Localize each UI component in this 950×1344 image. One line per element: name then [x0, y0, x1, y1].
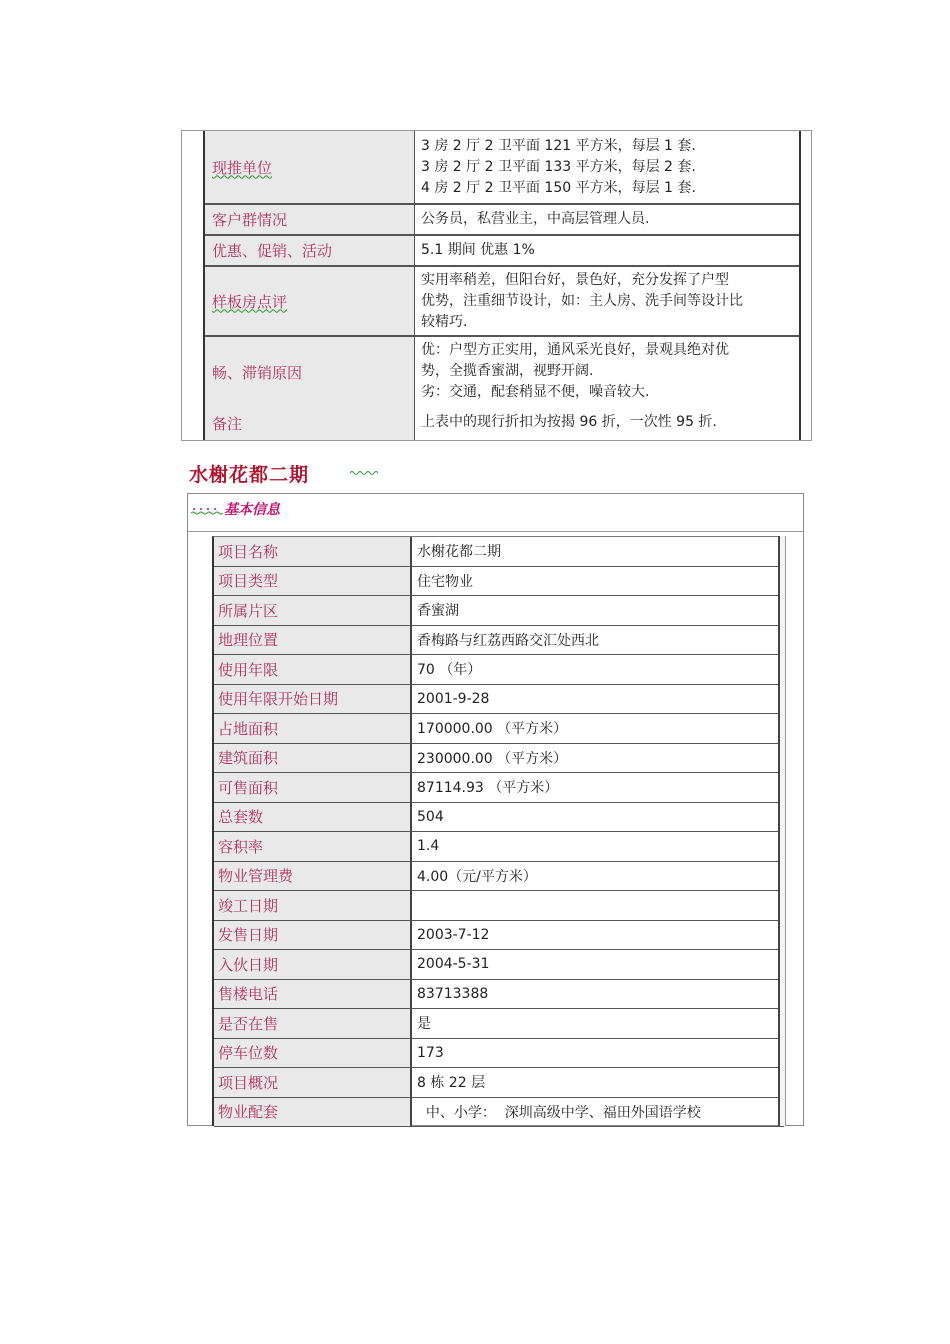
project-info-table-top [181, 130, 812, 441]
value-line: 优势，注重细节设计，如：主人房、洗手间等设计比 [421, 293, 743, 309]
value-line: 劣：交通，配套稍显不便，噪音较大. [421, 384, 650, 400]
row-label: 总套数 [214, 803, 412, 832]
row-label: 优惠、促销、活动 [205, 236, 415, 265]
row-value [416, 407, 799, 440]
row-value [416, 131, 799, 203]
row-label: 竣工日期 [214, 891, 412, 920]
table-row [214, 921, 784, 951]
row-label: 占地面积 [214, 714, 412, 743]
table-row [214, 803, 784, 833]
value-line: 5.1 期间 优惠 1% [421, 242, 535, 258]
bullet-dots-icon [191, 507, 223, 515]
row-label: 使用年限开始日期 [214, 685, 412, 714]
row-label: 是否在售 [214, 1009, 412, 1038]
value-line: 实用率稍差，但阳台好，景色好，充分发挥了户型 [421, 272, 729, 288]
row-label: 容积率 [214, 832, 412, 861]
table-row [205, 267, 799, 335]
table-row [214, 537, 784, 567]
row-value: 住宅物业 [413, 567, 784, 596]
table-row [214, 744, 784, 774]
row-label: 可售面积 [214, 773, 412, 802]
panel-title: 基本信息 [224, 502, 280, 518]
value-line: 3 房 2 厅 2 卫平面 133 平方米，每层 2 套. [421, 159, 696, 175]
table-row [214, 1098, 784, 1128]
row-value [416, 337, 799, 407]
table-row [205, 205, 799, 234]
row-value: 170000.00 （平方米） [413, 714, 784, 743]
row-label: 物业管理费 [214, 862, 412, 891]
table-row [214, 685, 784, 715]
row-value: 香梅路与红荔西路交汇处西北 [413, 626, 784, 655]
row-value: 2004-5-31 [413, 950, 784, 979]
value-line: 公务员，私营业主，中高层管理人员. [421, 211, 650, 227]
squiggle-mark [350, 470, 378, 476]
value-line: 优：户型方正实用，通风采光良好，景观具绝对优 [421, 342, 729, 358]
table-row [214, 832, 784, 862]
table-row [214, 626, 784, 656]
row-label [205, 267, 415, 335]
row-label: 停车位数 [214, 1039, 412, 1068]
row-value: 173 [413, 1039, 784, 1068]
value-line: 势，全揽香蜜湖，视野开阔. [421, 363, 594, 379]
row-value: 1.4 [413, 832, 784, 861]
row-value [416, 267, 799, 335]
row-value: 4.00（元/平方米） [413, 862, 784, 891]
row-label: 项目名称 [214, 537, 412, 566]
row-label: 使用年限 [214, 655, 412, 684]
table-row [205, 131, 799, 203]
row-label: 所属片区 [214, 596, 412, 625]
table-row [205, 337, 799, 407]
row-value: 504 [413, 803, 784, 832]
row-label-text: 现推单位 [212, 158, 273, 177]
basic-info-panel [187, 493, 804, 1126]
row-value: 香蜜湖 [413, 596, 784, 625]
table-row [214, 950, 784, 980]
value-line: 上表中的现行折扣为按揭 96 折，一次性 95 折. [421, 414, 717, 430]
row-label [205, 131, 415, 203]
table-row [214, 714, 784, 744]
table-row [214, 655, 784, 685]
row-value: 8 栋 22 层 [413, 1068, 784, 1097]
table-top-grid [203, 131, 801, 440]
table-row [214, 862, 784, 892]
row-label-text: 样板房点评 [212, 292, 288, 311]
table-row [205, 407, 799, 440]
table-row [205, 236, 799, 265]
table-row [214, 1039, 784, 1069]
row-label: 售楼电话 [214, 980, 412, 1009]
row-label: 项目概况 [214, 1068, 412, 1097]
row-label: 项目类型 [214, 567, 412, 596]
row-value: 是 [413, 1009, 784, 1038]
row-label: 入伙日期 [214, 950, 412, 979]
row-value: 70 （年） [413, 655, 784, 684]
row-label: 建筑面积 [214, 744, 412, 773]
table-row [214, 773, 784, 803]
row-value: 2003-7-12 [413, 921, 784, 950]
row-value [413, 891, 784, 920]
table-row [214, 1009, 784, 1039]
row-label: 客户群情况 [205, 205, 415, 234]
row-value: 87114.93 （平方米） [413, 773, 784, 802]
row-label: 地理位置 [214, 626, 412, 655]
table-row [214, 891, 784, 921]
table-row [214, 567, 784, 597]
row-value [416, 236, 799, 265]
row-label: 畅、滞销原因 [205, 337, 415, 407]
row-label: 发售日期 [214, 921, 412, 950]
row-label: 备注 [205, 407, 415, 440]
value-line: 较精巧. [421, 314, 468, 330]
table-right-edge [778, 536, 786, 1126]
value-line: 3 房 2 厅 2 卫平面 121 平方米，每层 1 套. [421, 138, 696, 154]
table-row [214, 980, 784, 1010]
row-value: 中、小学： 深圳高级中学、福田外国语学校 [413, 1098, 784, 1127]
panel-header [188, 494, 803, 532]
table-row [214, 1068, 784, 1098]
row-value [416, 205, 799, 234]
basic-info-table [212, 536, 784, 1126]
row-value: 水榭花都二期 [413, 537, 784, 566]
row-value: 230000.00 （平方米） [413, 744, 784, 773]
section-title: 水榭花都二期 [189, 464, 310, 486]
row-value: 83713388 [413, 980, 784, 1009]
table-row [214, 596, 784, 626]
row-label: 物业配套 [214, 1098, 412, 1127]
row-value: 2001-9-28 [413, 685, 784, 714]
value-line: 4 房 2 厅 2 卫平面 150 平方米，每层 1 套. [421, 180, 696, 196]
